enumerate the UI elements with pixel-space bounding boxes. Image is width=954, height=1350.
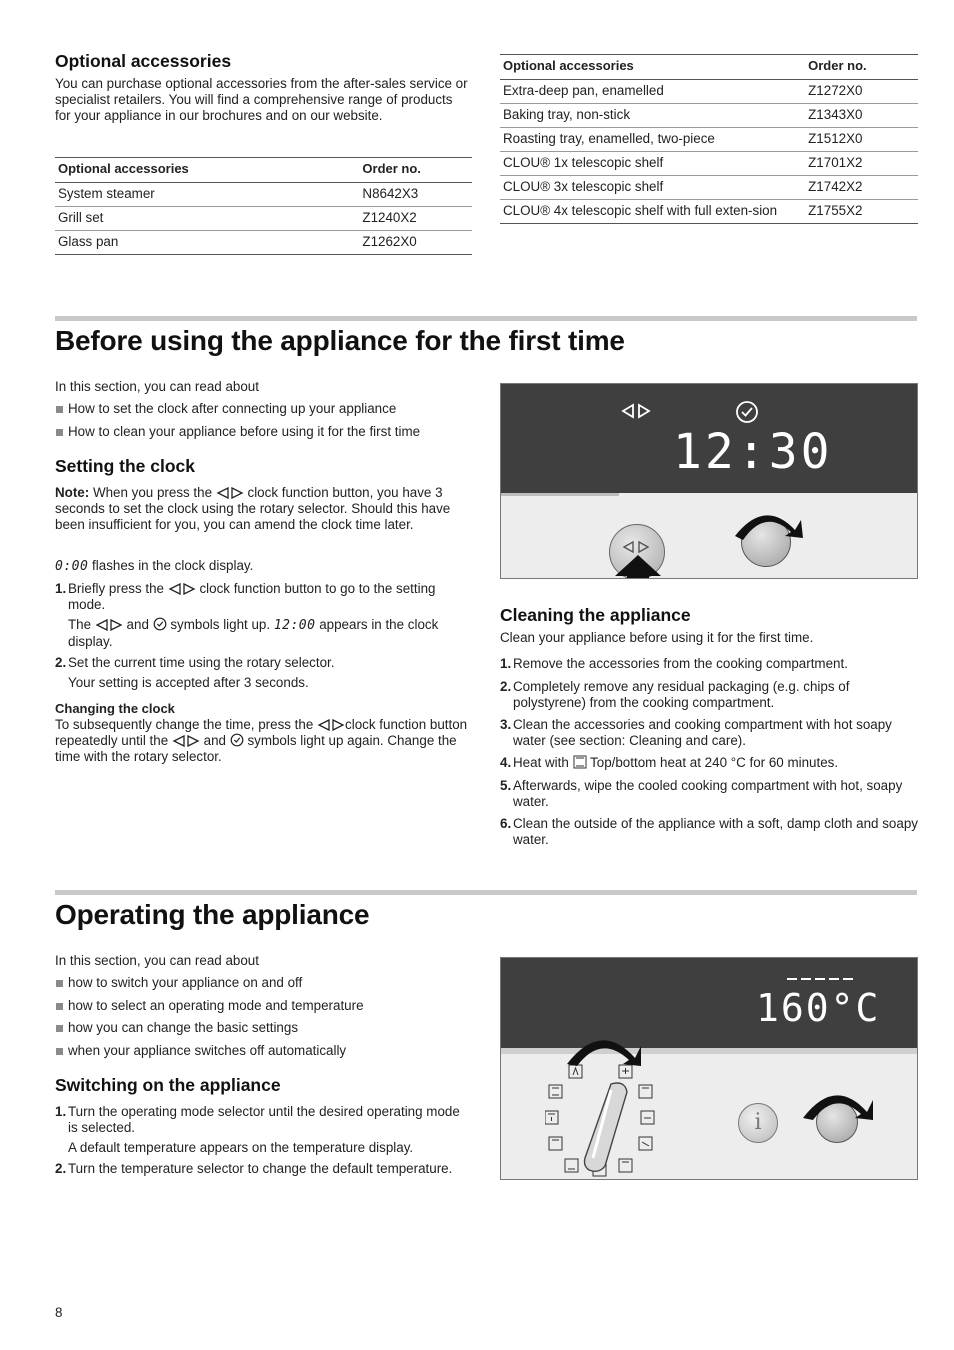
accessory-name: Extra-deep pan, enamelled <box>500 80 805 104</box>
step-number: 2. <box>55 1161 67 1176</box>
dashes-indicator-icon <box>787 977 857 983</box>
changing-text: To subsequently change the time, press the <box>55 717 314 732</box>
flash-line <box>55 558 253 575</box>
order-number: Z1240X2 <box>359 207 472 231</box>
order-number: Z1701X2 <box>805 152 918 176</box>
bullet-square-icon <box>56 1003 63 1010</box>
table-row <box>500 80 918 104</box>
rotate-arrow-icon <box>729 502 805 542</box>
column-header: Order no. <box>359 158 472 183</box>
changing-clock-heading: Changing the clock <box>55 701 175 716</box>
panel-edge <box>501 493 619 496</box>
accessory-name: CLOU® 4x telescopic shelf with full exten-sion <box>500 200 805 224</box>
list-item <box>55 655 471 691</box>
list-item-text: How to set the clock after connecting up your appliance <box>68 401 397 416</box>
page-number: 8 <box>55 1305 63 1320</box>
list-item <box>500 656 918 672</box>
note-label: Note: <box>55 485 90 500</box>
order-number: Z1512X0 <box>805 128 918 152</box>
accessory-name: CLOU® 1x telescopic shelf <box>500 152 805 176</box>
clock-code: 12:00 <box>273 618 316 633</box>
note-text-1: When you press the <box>92 485 213 500</box>
clock-function-icon <box>216 487 244 499</box>
step-number: 5. <box>500 778 512 793</box>
list-item <box>500 816 918 848</box>
table-row <box>500 104 918 128</box>
list-item <box>55 975 485 991</box>
list-item-text: how to select an operating mode and temperature <box>68 997 364 1013</box>
bullet-square-icon <box>56 1025 63 1032</box>
step-number: 1. <box>55 581 67 596</box>
column-header: Order no. <box>805 55 918 80</box>
clock-note <box>55 485 471 533</box>
optional-accessories-heading: Optional accessories <box>55 51 232 71</box>
changing-text: symbols light up again. Change the time with the rotary selector. <box>55 733 457 764</box>
press-arrow-icon <box>613 554 663 579</box>
flash-text: flashes in the clock display. <box>92 558 254 573</box>
list-item <box>55 581 471 650</box>
setting-clock-heading: Setting the clock <box>55 456 196 476</box>
clock-function-icon <box>168 583 196 595</box>
list-item <box>55 401 485 417</box>
step-text: Turn the operating mode selector until the desired operating mode is selected. <box>68 1104 460 1135</box>
bullet-square-icon <box>56 980 63 987</box>
step-text: Afterwards, wipe the cooled cooking compartment with hot, soapy water. <box>513 778 903 809</box>
step-sub-text: symbols light up. <box>170 617 271 632</box>
accessory-name: Roasting tray, enamelled, two-piece <box>500 128 805 152</box>
section-intro: In this section, you can read about <box>55 379 259 394</box>
step-text: Clean the accessories and cooking compartment with hot soapy water (see section: Cleaning and care). <box>513 717 892 748</box>
table-row <box>500 128 918 152</box>
order-number: Z1262X0 <box>359 231 472 255</box>
step-text: Set the current time using the rotary selector. <box>68 655 335 670</box>
cleaning-heading: Cleaning the appliance <box>500 605 691 625</box>
list-item <box>500 679 918 711</box>
accessory-name: Grill set <box>55 207 359 231</box>
bullet-square-icon <box>56 1048 63 1055</box>
list-item <box>55 1161 473 1177</box>
timer-icon <box>735 400 759 424</box>
step-sub <box>68 617 471 650</box>
list-item <box>55 1043 485 1059</box>
clock-function-icon <box>621 403 651 419</box>
list-item <box>55 1104 473 1156</box>
order-number: Z1272X0 <box>805 80 918 104</box>
temperature-display: 160°C <box>756 986 881 1030</box>
rotate-arrow-icon <box>561 1026 643 1068</box>
order-number: N8642X3 <box>359 183 472 207</box>
bullet-list <box>55 401 485 446</box>
accessory-name: Baking tray, non-stick <box>500 104 805 128</box>
table-row <box>500 200 918 224</box>
table-row <box>55 231 472 255</box>
list-item <box>500 755 918 771</box>
flash-code: 0:00 <box>55 559 89 574</box>
step-text: Remove the accessories from the cooking compartment. <box>513 656 848 671</box>
section-rule <box>55 890 917 895</box>
list-item-text: when your appliance switches off automatically <box>68 1042 347 1058</box>
step-text: Turn the temperature selector to change the default temperature. <box>68 1161 453 1176</box>
cleaning-steps <box>500 656 918 848</box>
table-row <box>55 207 472 231</box>
step-number: 3. <box>500 717 512 732</box>
step-number: 1. <box>500 656 512 671</box>
order-number: Z1343X0 <box>805 104 918 128</box>
table-header-row <box>500 55 918 80</box>
step-number: 4. <box>500 755 512 770</box>
step-number: 2. <box>55 655 67 670</box>
list-item <box>55 424 485 440</box>
step-number: 6. <box>500 816 512 831</box>
step-text: Heat with <box>513 755 569 770</box>
note-text-2: clock function button, you have 3 seconds to set the clock using the rotary selector. Should this have been insufficient for you, you can amend the clock time later. <box>55 485 451 532</box>
step-sub: A default temperature appears on the temperature display. <box>68 1140 414 1155</box>
timer-icon <box>153 617 167 631</box>
step-number: 1. <box>55 1104 67 1119</box>
order-number: Z1755X2 <box>805 200 918 224</box>
bullet-square-icon <box>56 429 63 436</box>
accessories-table-right <box>500 54 918 224</box>
changing-clock-text <box>55 717 473 765</box>
switching-on-heading: Switching on the appliance <box>55 1075 281 1095</box>
step-text: Completely remove any residual packaging (e.g. chips of polystyrene) from the cooking compartment. <box>513 679 850 710</box>
top-bottom-heat-icon <box>573 755 587 769</box>
step-text: Clean the outside of the appliance with a soft, damp cloth and soapy water. <box>513 816 918 847</box>
clock-function-icon <box>95 619 123 631</box>
operating-mode-selector[interactable] <box>581 1080 633 1174</box>
list-item <box>500 717 918 749</box>
list-item-text: How to clean your appliance before using it for the first time <box>68 423 421 439</box>
optional-accessories-intro: You can purchase optional accessories from the after-sales service or specialist retailers. You will find a comprehensive range of products for your appliance in our brochures and on our website. <box>55 76 468 123</box>
section-title-operating: Operating the appliance <box>55 899 370 930</box>
step-sub-text: and <box>126 617 149 632</box>
step-sub-text: appears in the clock display. <box>68 617 439 649</box>
accessory-name: Glass pan <box>55 231 359 255</box>
clock-function-icon <box>621 539 651 555</box>
clock-function-icon <box>317 719 345 731</box>
column-header: Optional accessories <box>500 55 805 80</box>
accessories-table-left <box>55 157 472 255</box>
operating-panel-illustration <box>500 957 918 1180</box>
step-sub-text: The <box>68 617 92 632</box>
list-item-text: how you can change the basic settings <box>68 1020 299 1036</box>
bullet-list <box>55 975 485 1065</box>
list-item <box>55 1020 485 1036</box>
list-item <box>500 778 918 810</box>
table-row <box>500 152 918 176</box>
step-text: clock function button to go to the setting mode. <box>68 581 436 612</box>
step-text: Top/bottom heat at 240 °C for 60 minutes. <box>590 755 839 770</box>
timer-icon <box>230 733 244 747</box>
rotate-arrow-icon <box>797 1082 875 1122</box>
step-sub: Your setting is accepted after 3 seconds. <box>68 675 309 690</box>
column-header: Optional accessories <box>55 158 359 183</box>
table-row <box>500 176 918 200</box>
accessory-name: System steamer <box>55 183 359 207</box>
section-intro: In this section, you can read about <box>55 953 259 968</box>
changing-text: and <box>203 733 226 748</box>
clock-panel-illustration <box>500 383 918 579</box>
accessory-name: CLOU® 3x telescopic shelf <box>500 176 805 200</box>
clock-display: 12:30 <box>673 424 833 480</box>
cleaning-intro: Clean your appliance before using it for the first time. <box>500 630 814 645</box>
clock-function-icon <box>172 735 200 747</box>
info-button[interactable]: i <box>738 1103 778 1143</box>
table-header-row <box>55 158 472 183</box>
switching-steps <box>55 1104 473 1177</box>
step-number: 2. <box>500 679 512 694</box>
section-title-before-first-use: Before using the appliance for the first time <box>55 325 625 356</box>
order-number: Z1742X2 <box>805 176 918 200</box>
clock-steps <box>55 581 471 691</box>
table-row <box>55 183 472 207</box>
step-text: Briefly press the <box>68 581 165 596</box>
section-rule <box>55 316 917 321</box>
changing-text: clock function button repeatedly until the <box>55 717 468 748</box>
list-item <box>55 998 485 1014</box>
bullet-square-icon <box>56 406 63 413</box>
list-item-text: how to switch your appliance on and off <box>68 975 303 990</box>
